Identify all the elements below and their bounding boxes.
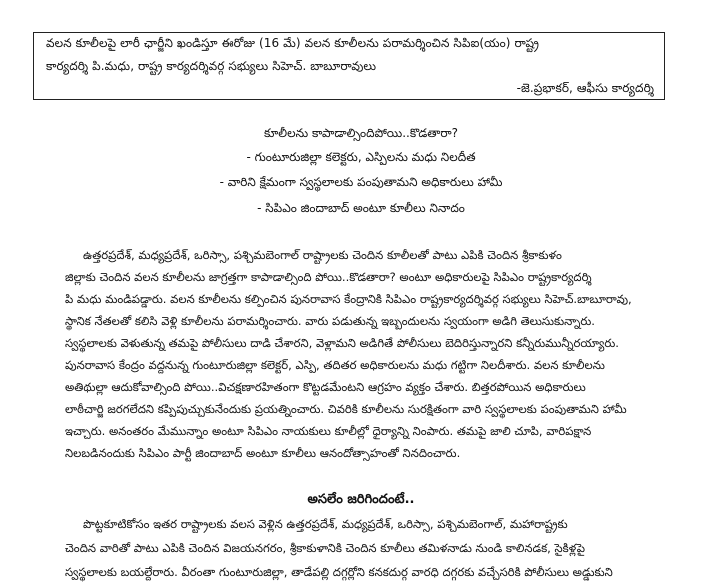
main-headline: కూలీలను కాపాడాల్సిందిపోయి..కొడతారా? (264, 126, 458, 140)
summary-line-2: కార్యదర్శి పి.మధు, రాష్ట్ర కార్యదర్శివర్గ సభ్యులు సిహెచ్. బాబూరావులు (46, 59, 377, 73)
paragraph-line: పొట్టకూటికోసం ఇతర రాష్ట్రాలకు వలస వెళ్లిన ఉత్తరప్రదేశ్, మధ్యప్రదేశ్, ఒరిస్సా, పశ్చిమబెంగాల్, మహారాష్ట్రకు (83, 517, 568, 531)
section-subheading: అసలేం జరిగిందంటే.. (307, 492, 415, 507)
paragraph-line: స్వస్థలాలకు బయల్దేరారు. వీరంతా గుంటూరుజిల్లా, తాడేపల్లి దగ్గర్లోని కనకదుర్గ వారధి దగ్గరకు వచ్చేసరికి పోలీసులు అడ్డుకుని (65, 565, 613, 579)
paragraph-line: పి మధు మండిపడ్డారు. వలన కూలీలను కల్పించిన పునరావాస కేంద్రానికి సిపిఎం రాష్ట్రకార్యదర్శివర్గ సభ్యులు సిహెచ్.బాబూరావు, (65, 292, 632, 306)
sub-headline-3: - సిపిఎం జిందాబాద్ అంటూ కూలీలు నినాదం (257, 201, 465, 215)
summary-line-1: వలన కూలీలపై లారీ ఛార్జీని ఖండిస్తూ ఈరోజు (16 మే) వలన కూలీలను పరామర్శించిన సిపిఐ(యం) రాష్ట్ర (46, 36, 539, 50)
sub-headline-1: - గుంటూరుజిల్లా కలెక్టరు, ఎస్పిలను మధు నిలదీత (246, 150, 476, 164)
paragraph-line: చెందిన వారితో పాటు ఎపికి చెందిన విజయనగరం, శ్రీకాకుళానికి చెందిన కూలీలు తమిళనాడు నుండి కాలినడక, సైకిళ్లపై (65, 541, 586, 555)
summary-box (33, 32, 665, 100)
sub-headline-2: - వారిని క్షేమంగా స్వస్థలాలకు పంపుతామని అధికారులు హామీ (219, 175, 503, 189)
paragraph-line: పునరావాస కేంద్రం వద్దనున్న గుంటూరుజిల్లా కలెక్టర్, ఎస్పి, తదితర అధికారులను మధు గట్టిగా నిలదీశారు. వలన కూలీలను (65, 358, 605, 372)
paragraph-line: లాఠీచార్జి జరగలేదని కప్పిపుచ్చుకునేందుకు ప్రయత్నించారు. చివరికి కూలీలను సురక్షితంగా వారి స్వస్థలాలకు పంపుతామని హామీ (65, 402, 627, 416)
paragraph-line: ఉత్తరప్రదేశ్, మధ్యప్రదేశ్, ఒరిస్సా, పశ్చిమబెంగాల్ రాష్ట్రాలకు చెందిన కూలీలతో పాటు ఎపికి చెందిన శ్రీకాకుళం (83, 248, 562, 262)
paragraph-line: జిల్లాకు చెందిన వలన కూలీలను జాగ్రత్తగా కాపాడాల్సింది పోయి..కొడతారా? అంటూ అధికారులపై సిపిఎం రాష్ట్రకార్యదర్శి (65, 270, 592, 284)
paragraph-line: స్థానిక నేతలతో కలిసి వెళ్లి కూలీలను పరామర్శించారు. వారు పడుతున్న ఇబ్బందులను స్వయంగా అడిగి తెలుసుకున్నారు. (65, 314, 595, 328)
paragraph-line: అతిథుల్లా ఆదుకోవాల్సింది పోయి..విచక్షణారహితంగా కొట్టడమేంటని ఆగ్రహం వ్యక్తం చేశారు. బిత్తరపోయిన అధికారులు (65, 380, 586, 394)
paragraph-line: స్వస్థలాలకు వెళుతున్న తమపై పోలీసులు దాడి చేశారని, వెళ్లామని అడిగితే పోలీసులు బెదిరిస్తున్నారని కన్నీరుమున్నీరయ్యారు. (65, 336, 619, 350)
paragraph-line: నిలబడినందుకు సిపిఎం పార్టీ జిందాబాద్ అంటూ కూలీలు ఆనందోత్సాహంతో నినదించారు. (65, 446, 461, 460)
paragraph-line: ఇచ్చారు. అనంతరం మేమున్నాం అంటూ సిపిఎం నాయకులు కూలీల్లో ధైర్యాన్ని నింపారు. తమపై జాలి చూపి, వారిపక్షాన (65, 424, 592, 438)
signature: -జె.ప్రభాకర్, ఆఫీసు కార్యదర్శి (516, 81, 654, 95)
